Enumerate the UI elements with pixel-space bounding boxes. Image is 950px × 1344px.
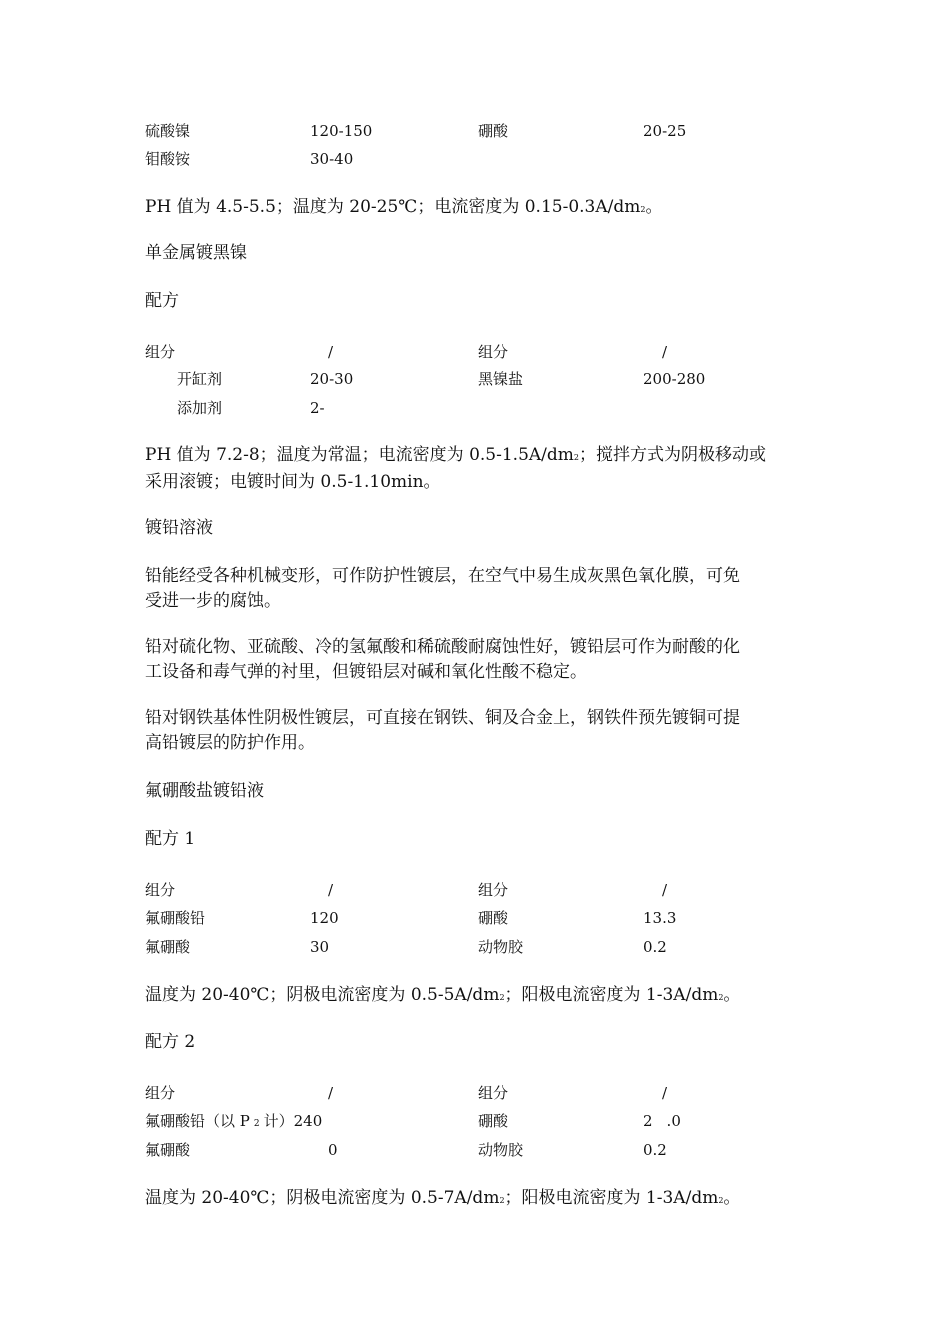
t2-r1-c3: 黑镍盐 [478,370,524,388]
t3-r2-c3: 动物胶 [478,938,524,956]
temp-paragraph-2: 温度为 20-40℃；阴极电流密度为 0.5-7A/dm2；阳极电流密度为 1-3A/dm2。 [145,1188,741,1208]
t4-h-c4: / [662,1084,668,1102]
paragraph-lead-2: 铅对硫化物、亚硫酸、冷的氢氟酸和稀硫酸耐腐蚀性好，镀铅层可作为耐酸的化 工设备和毒气弹的衬里，但镀铅层对碱和氧化性酸不稳定。 [145,637,740,682]
t1-r2-c2: 30-40 [310,150,354,168]
t1-r1-c2: 120-150 [310,122,373,140]
ph-paragraph-1: PH 值为 4.5-5.5；温度为 20-25℃；电流密度为 0.15-0.3A/dm2。 [145,197,663,217]
t4-h-c1: 组分 [145,1084,176,1102]
t1-r1-c1: 硫酸镍 [145,122,191,140]
t2-h-c4: / [662,343,668,361]
t3-r1-c3: 硼酸 [478,909,509,927]
paragraph-lead-1: 铅能经受各种机械变形，可作防护性镀层，在空气中易生成灰黑色氧化膜，可免 受进一步的腐蚀。 [145,566,740,611]
t4-r2-c3: 动物胶 [478,1141,524,1159]
temp-paragraph-1: 温度为 20-40℃；阴极电流密度为 0.5-5A/dm2；阳极电流密度为 1-3A/dm2。 [145,985,741,1005]
heading-black-nickel: 单金属镀黑镍 [145,243,247,263]
paragraph-lead-3: 铅对钢铁基体性阴极性镀层，可直接在钢铁、铜及合金上，钢铁件预先镀铜可提 高铅镀层的防护作用。 [145,708,740,753]
t4-r1-c4: 2 .0 [643,1112,681,1130]
heading-lead-plating: 镀铅溶液 [145,518,213,538]
t3-r1-c4: 13.3 [643,909,677,927]
t3-r1-c1: 氟硼酸铅 [145,909,206,927]
t2-h-c3: 组分 [478,343,509,361]
t3-r2-c1: 氟硼酸 [145,938,191,956]
heading-formula: 配方 [145,291,179,311]
t4-h-c2: / [328,1084,334,1102]
t3-h-c3: 组分 [478,881,509,899]
t4-r2-c4: 0.2 [643,1141,667,1159]
heading-fluoborate: 氟硼酸盐镀铅液 [145,781,264,801]
t3-h-c2: / [328,881,334,899]
t2-r1-c4: 200-280 [643,370,706,388]
t2-r2-c2: 2- [310,399,325,417]
t2-r1-c2: 20-30 [310,370,354,388]
t1-r1-c4: 20-25 [643,122,687,140]
t4-r2-c1: 氟硼酸 [145,1141,191,1159]
t3-r2-c2: 30 [310,938,330,956]
heading-formula-2: 配方 2 [145,1032,196,1052]
t4-r1-c1: 氟硼酸铅（以 P 2 计）240 [145,1112,323,1130]
t3-h-c1: 组分 [145,881,176,899]
t3-r2-c4: 0.2 [643,938,667,956]
t4-h-c3: 组分 [478,1084,509,1102]
t1-r2-c1: 钼酸铵 [145,150,191,168]
heading-formula-1: 配方 1 [145,829,196,849]
t4-r2-c2: 0 [328,1141,338,1159]
t2-h-c2: / [328,343,334,361]
t2-h-c1: 组分 [145,343,176,361]
t1-r1-c3: 硼酸 [478,122,509,140]
t3-h-c4: / [662,881,668,899]
t3-r1-c2: 120 [310,909,339,927]
t2-r2-c1: 添加剂 [177,399,223,417]
t2-r1-c1: 开缸剂 [177,370,223,388]
ph-paragraph-2: PH 值为 7.2-8；温度为常温；电流密度为 0.5-1.5A/dm2；搅拌方式为阴极移动或 采用滚镀；电镀时间为 0.5-1.10min。 [145,445,766,492]
t4-r1-c3: 硼酸 [478,1112,509,1130]
